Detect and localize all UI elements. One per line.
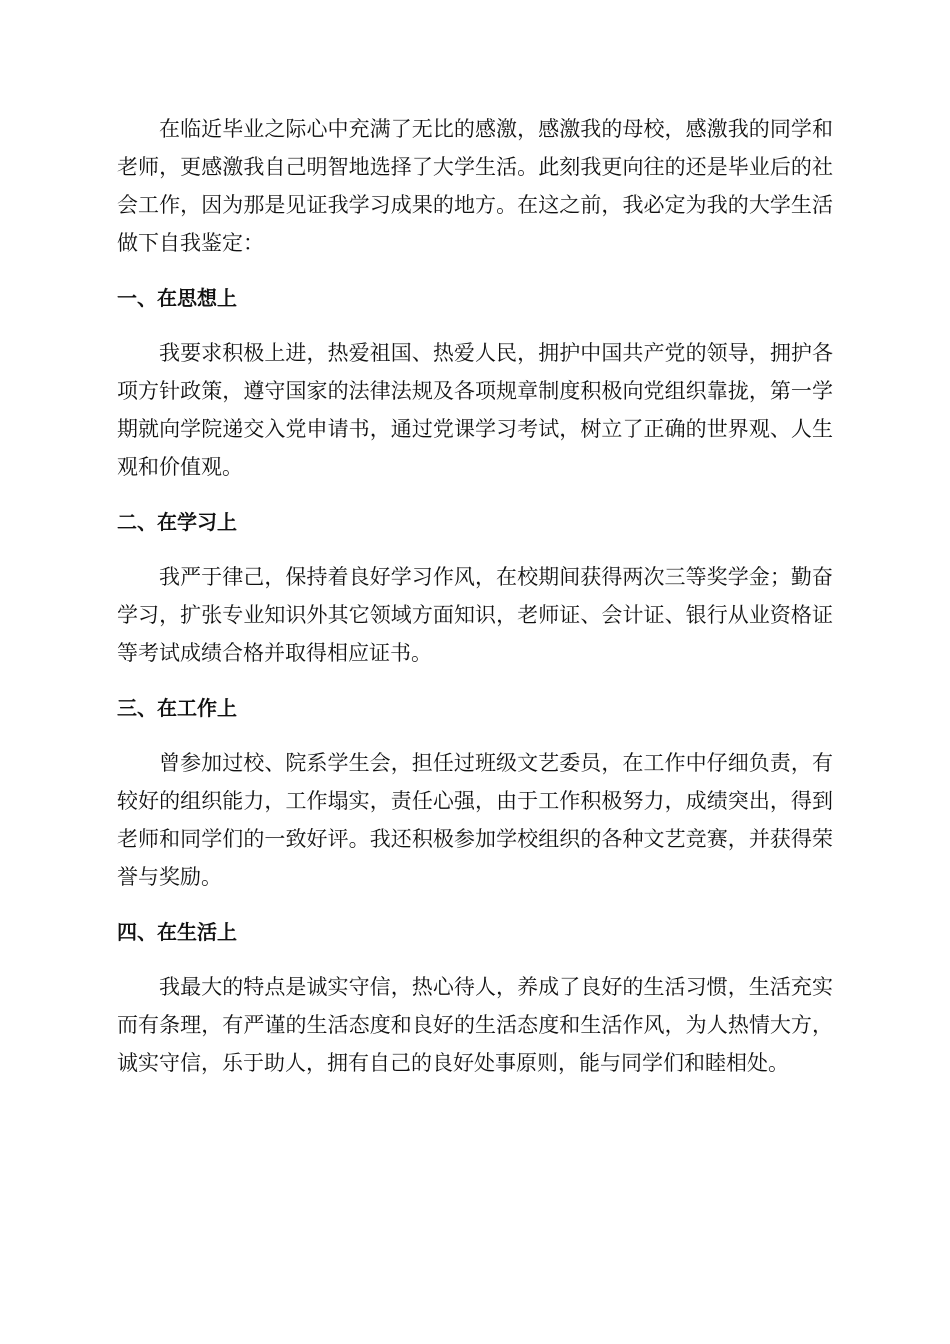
section-body-life: 我最大的特点是诚实守信，热心待人，养成了良好的生活习惯，生活充实而有条理，有严谨的生活态度和良好的生活态度和生活作风，为人热情大方，诚实守信，乐于助人，拥有自己的良好处事原则，能与同学们和睦相处。 [117, 975, 833, 1075]
document-body [117, 110, 833, 1099]
section-heading-thought: 一、在思想上 [117, 286, 237, 310]
section-body-work: 曾参加过校、院系学生会，担任过班级文艺委员，在工作中仔细负责，有较好的组织能力，工作塌实，责任心强，由于工作积极努力，成绩突出，得到老师和同学们的一致好评。我还积极参加学校组织的各种文艺竞赛，并获得荣誉与奖励。 [117, 751, 833, 889]
intro-paragraph: 在临近毕业之际心中充满了无比的感激，感激我的母校，感激我的同学和老师，更感激我自己明智地选择了大学生活。此刻我更向往的还是毕业后的社会工作，因为那是见证我学习成果的地方。在这之前，我必定为我的大学生活做下自我鉴定： [117, 117, 833, 255]
section-heading-life: 四、在生活上 [117, 920, 237, 944]
section-heading-work: 三、在工作上 [117, 696, 237, 720]
section-heading-study: 二、在学习上 [117, 510, 237, 534]
section-body-study: 我严于律己，保持着良好学习作风，在校期间获得两次三等奖学金；勤奋学习，扩张专业知识外其它领域方面知识，老师证、会计证、银行从业资格证等考试成绩合格并取得相应证书。 [117, 565, 833, 665]
section-body-thought: 我要求积极上进，热爱祖国、热爱人民，拥护中国共产党的领导，拥护各项方针政策，遵守国家的法律法规及各项规章制度积极向党组织靠拢，第一学期就向学院递交入党申请书，通过党课学习考试，树立了正确的世界观、人生观和价值观。 [117, 341, 833, 479]
